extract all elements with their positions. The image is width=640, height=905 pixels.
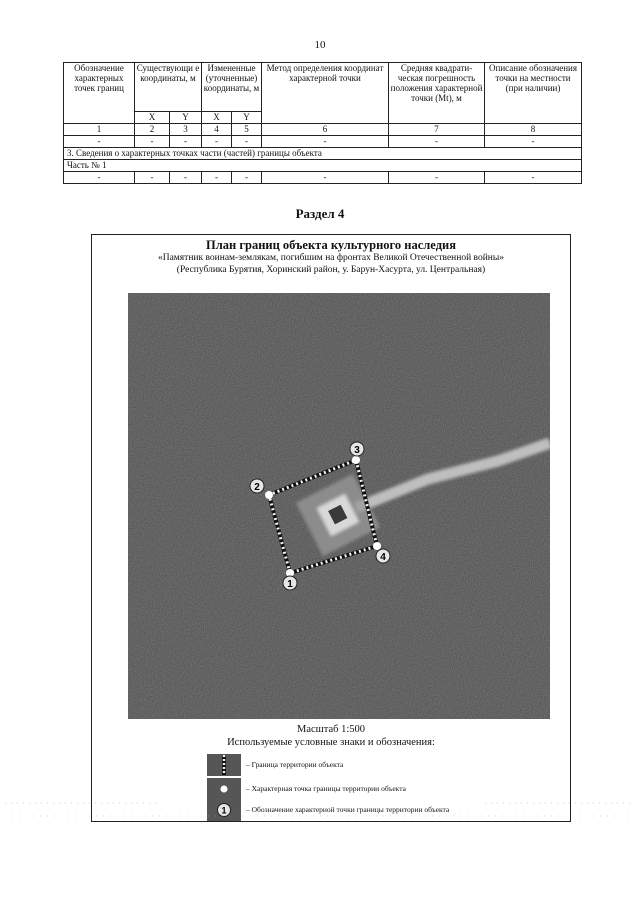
table-cell: - bbox=[232, 172, 262, 184]
point-label-2: 2 bbox=[254, 482, 260, 493]
table-cell: - bbox=[485, 136, 582, 148]
table-cell: - bbox=[389, 172, 485, 184]
point-marker-1 bbox=[283, 576, 297, 590]
table-cell: - bbox=[64, 172, 135, 184]
table-cell: 1 bbox=[64, 124, 135, 136]
table-cell: 8 bbox=[485, 124, 582, 136]
table-header-row bbox=[64, 63, 582, 112]
header-mean-square-error: Средняя квадрати-ческая погрешность положения характерной точки (Mt), м bbox=[389, 63, 485, 124]
header-y: Y bbox=[232, 112, 262, 124]
table-cell: - bbox=[170, 136, 202, 148]
table-number-row bbox=[64, 124, 582, 136]
legend-designation-label: – Обозначение характерной точки границы территории объекта bbox=[246, 805, 450, 814]
table-cell: 6 bbox=[262, 124, 389, 136]
legend-marker-number: 1 bbox=[221, 805, 227, 816]
plan-location: (Республика Бурятия, Хоринский район, у. Барун-Хасурта, ул. Центральная) bbox=[176, 265, 486, 275]
table-section-row bbox=[64, 148, 582, 160]
header-point-description: Описание обозначения точки на местности (при наличии) bbox=[485, 63, 582, 124]
table-cell: - bbox=[135, 136, 170, 148]
boundary-point bbox=[352, 456, 360, 464]
map-scale: Масштаб 1:500 bbox=[296, 724, 365, 735]
table-cell: 2 bbox=[135, 124, 170, 136]
table-cell: - bbox=[389, 136, 485, 148]
table-cell: - bbox=[232, 136, 262, 148]
table-part-row bbox=[64, 160, 582, 172]
table-cell: - bbox=[485, 172, 582, 184]
legend-point-swatch bbox=[207, 778, 241, 800]
table-cell: - bbox=[64, 136, 135, 148]
point-marker-4 bbox=[376, 549, 390, 563]
point-label-1: 1 bbox=[287, 579, 293, 590]
header-point-designation: Обозначение характерных точек границ bbox=[64, 63, 135, 124]
table-cell: - bbox=[262, 172, 389, 184]
part-label: Часть № 1 bbox=[64, 160, 582, 172]
legend-boundary-swatch bbox=[207, 754, 241, 776]
plan-subtitle: «Памятник воинам-землякам, погибшим на фронтах Великой Отечественной войны» bbox=[157, 253, 505, 263]
table-cell: - bbox=[170, 172, 202, 184]
table-cell: 4 bbox=[202, 124, 232, 136]
section-title: Раздел 4 bbox=[295, 206, 345, 221]
header-method: Метод определения координат характерной точки bbox=[262, 63, 389, 124]
legend-point-label: – Характерная точка границы территории объекта bbox=[246, 784, 406, 793]
page-number: 10 bbox=[314, 39, 326, 51]
coordinates-table bbox=[63, 62, 582, 184]
table-cell: - bbox=[202, 172, 232, 184]
header-x: X bbox=[202, 112, 232, 124]
boundary-point bbox=[265, 491, 273, 499]
header-existing-coords: Существующи е координаты, м bbox=[135, 63, 202, 112]
table-cell: 5 bbox=[232, 124, 262, 136]
legend-title: Используемые условные знаки и обозначения: bbox=[227, 737, 435, 748]
legend-boundary-label: – Граница территории объекта bbox=[246, 760, 344, 769]
plan-title: План границ объекта культурного наследия bbox=[206, 238, 456, 252]
section-text: 3. Сведения о характерных точках части (частей) границы объекта bbox=[64, 148, 582, 160]
header-y: Y bbox=[170, 112, 202, 124]
header-x: X bbox=[135, 112, 170, 124]
table-cell: 7 bbox=[389, 124, 485, 136]
satellite-map bbox=[128, 293, 550, 719]
point-label-4: 4 bbox=[380, 552, 386, 563]
table-cell: - bbox=[135, 172, 170, 184]
table-row bbox=[64, 172, 582, 184]
boundary-point bbox=[373, 542, 381, 550]
boundary-plan bbox=[91, 234, 571, 822]
scan-artifact bbox=[5, 800, 635, 820]
table-cell: - bbox=[262, 136, 389, 148]
table-cell: - bbox=[202, 136, 232, 148]
table-cell: 3 bbox=[170, 124, 202, 136]
point-marker-3 bbox=[350, 442, 364, 456]
table-row bbox=[64, 136, 582, 148]
header-changed-coords: Измененные (уточненные) координаты, м bbox=[202, 63, 262, 112]
point-label-3: 3 bbox=[354, 445, 360, 456]
point-marker-2 bbox=[250, 479, 264, 493]
